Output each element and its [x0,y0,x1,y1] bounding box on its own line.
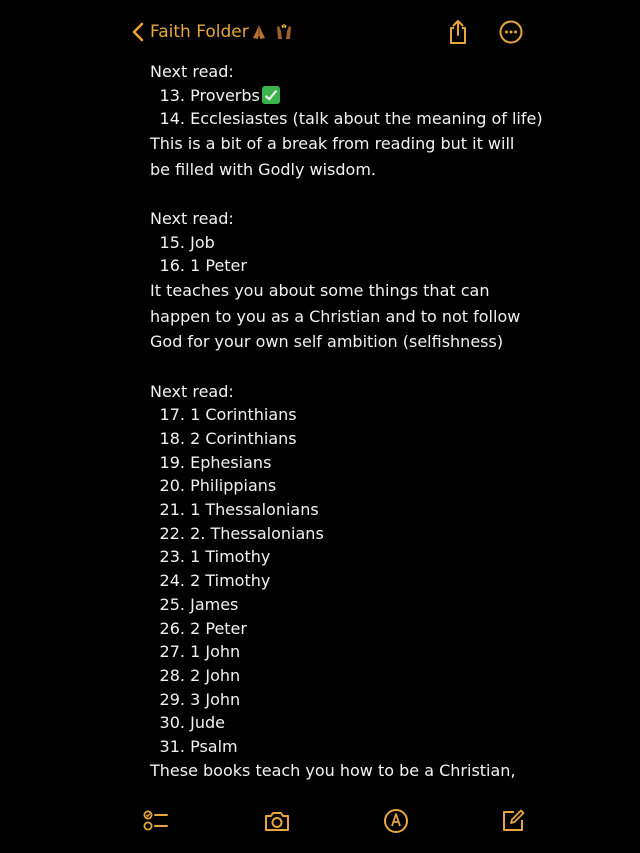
list-number: 31. [159,736,185,756]
list-text: 1 John [190,642,241,662]
list-number: 23. [159,547,185,567]
list-item [150,107,543,131]
blank-line [150,182,530,207]
list-text: 1 Thessalonians [190,500,319,520]
list-text: 2 Peter [190,618,247,638]
list-text: Psalm [190,736,238,756]
list-item [150,711,530,735]
list-number: 16. [159,256,185,276]
back-label: Faith Folder [150,22,249,42]
list-item [150,403,530,427]
list-text: Ephesians [190,452,272,472]
list-item [150,664,530,688]
list-number: 15. [159,232,185,252]
list-number: 27. [159,642,185,662]
list-number: 14. [159,109,185,129]
note-body[interactable] [150,60,543,782]
list-item [150,498,530,522]
list-item [150,688,530,712]
list-text: 2 Corinthians [190,429,297,448]
list-item [150,522,530,546]
list-item [150,451,530,475]
back-button[interactable] [132,18,299,46]
list-item [150,474,530,498]
bottom-toolbar [0,795,640,845]
more-options-button[interactable] [498,18,524,46]
paragraph: This is a bit of a break from reading but it will be filled with Godly wisdom. [150,134,515,179]
list-text: Ecclesiastes (talk about the meaning of life) [190,109,543,129]
list-item [150,640,530,664]
chevron-left-icon [132,22,144,42]
more-options-icon [498,19,524,45]
list-item [150,569,530,593]
list-number: 22. [159,523,185,543]
checklist-button[interactable] [141,807,171,835]
list-text: James [190,594,239,614]
checklist-icon [142,808,170,834]
praying-hands-emoji-icon [250,23,268,41]
list-item [150,427,530,451]
list-text: 1 Peter [190,256,247,276]
list-number: 19. [159,452,185,472]
list-number: 28. [159,665,185,685]
list-text: 2. Thessalonians [190,523,324,543]
checkmark-emoji-icon [262,86,280,104]
list-item [150,254,530,278]
list-item [150,84,530,108]
list-number: 26. [159,618,185,638]
section-heading: Next read: [150,62,234,81]
list-number: 29. [159,689,185,709]
list-number: 24. [159,571,185,591]
camera-button[interactable] [262,807,292,835]
list-text: 2 John [190,665,241,685]
share-button[interactable] [445,18,471,46]
compose-icon [500,808,526,834]
list-text: Jude [190,713,225,733]
list-number: 13. [159,85,185,105]
share-icon [447,19,469,45]
list-number: 30. [159,713,185,733]
list-item [150,545,530,569]
compose-button[interactable] [498,807,528,835]
section-heading: Next read: [150,209,234,229]
list-text: 3 John [190,689,241,709]
list-text: 2 Timothy [190,571,271,591]
list-item [150,593,530,617]
list-item [150,617,530,641]
list-number: 25. [159,594,185,614]
raising-hands-emoji-icon [275,23,293,41]
list-text: 1 Corinthians [190,405,297,425]
list-number: 20. [159,476,185,496]
markup-pen-icon [383,808,409,834]
camera-icon [263,809,291,833]
list-item [150,231,530,255]
blank-line [150,355,530,380]
paragraph: It teaches you about some things that can happen to you as a Christian and to not follow God for your own self ambition (selfishness) [150,281,521,352]
list-number: 17. [159,405,185,425]
list-text: Proverbs [190,85,260,105]
paragraph: These books teach you how to be a Christian, [150,760,516,780]
list-text: Philippians [190,476,277,496]
list-text: Job [190,232,215,252]
list-number: 21. [159,500,185,520]
list-item [150,735,530,759]
markup-button[interactable] [381,807,411,835]
navigation-bar [0,0,640,62]
section-heading: Next read: [150,381,234,401]
list-number: 18. [159,429,185,448]
list-text: 1 Timothy [190,547,271,567]
